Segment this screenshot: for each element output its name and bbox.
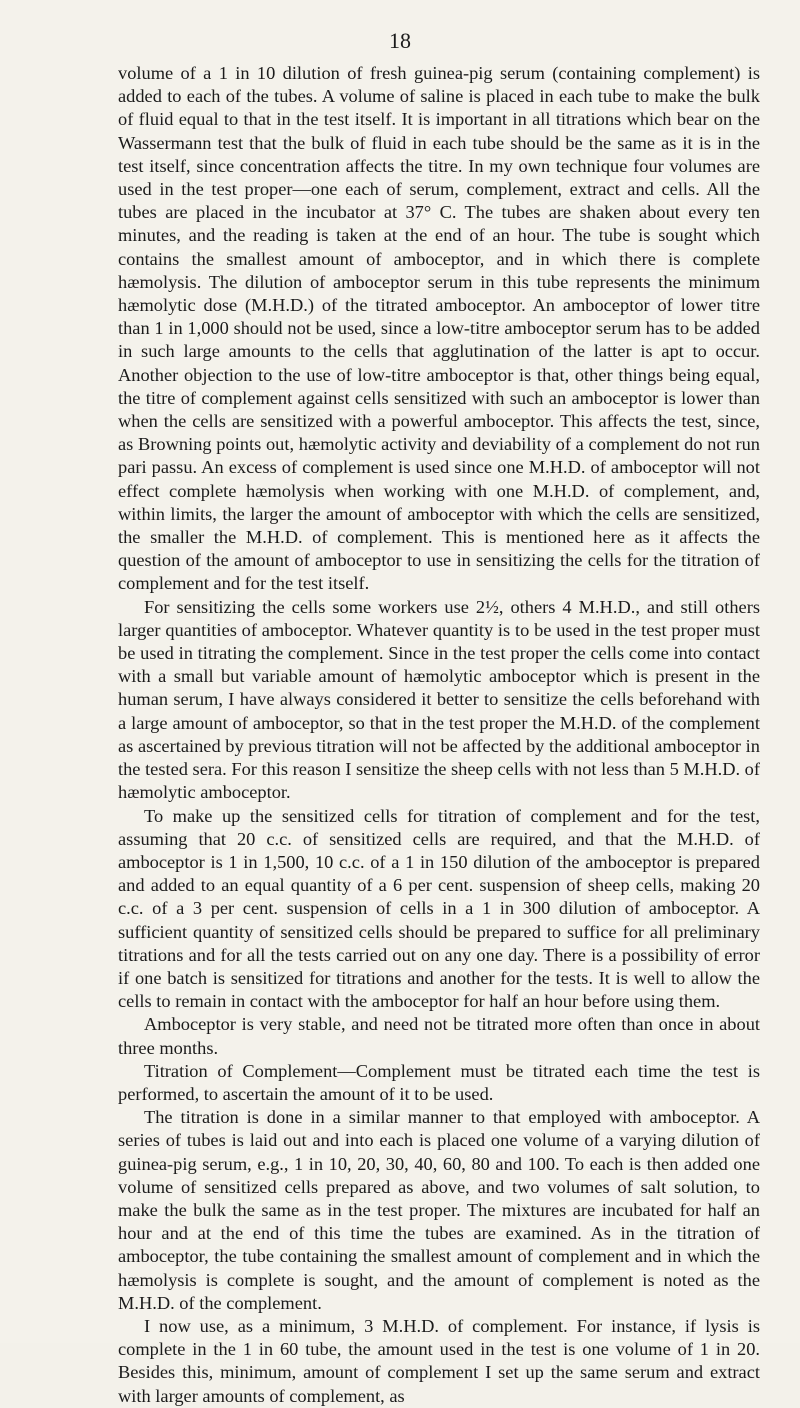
paragraph: For sensitizing the cells some workers use 2½, others 4 M.H.D., and still others larger quantities of amboceptor. Whatever quantity is to be used in the test proper must be used in titrating the complement. Since in the test proper the cells come into contact with a small but variable amount of hæmolytic amboceptor which is present in the human serum, I have always considered it better to sensitize the cells beforehand with a large amount of amboceptor, so that in the test proper the M.H.D. of the complement as ascertained by previous titration will not be affected by the additional amboceptor in the tested sera. For this reason I sensitize the sheep cells with not less than 5 M.H.D. of hæmolytic amboceptor. bbox=[118, 596, 761, 803]
page-number: 18 bbox=[389, 28, 411, 53]
paragraph: The titration is done in a similar manner to that employed with amboceptor. A series of tubes is laid out and into each is placed one volume of a varying dilution of guinea-pig serum, e.g., 1 in 10, 20, 30, 40, 60, 80 and 100. To each is then added one volume of sensitized cells prepared as above, and two volumes of salt solution, to make the bulk the same as in the test proper. The mixtures are incubated for half an hour and at the end of this time the tubes are examined. As in the titration of amboceptor, the tube containing the smallest amount of complement and in which the hæmolysis is complete is sought, and the amount of complement is noted as the M.H.D. of the complement. bbox=[118, 1107, 760, 1313]
paragraph: To make up the sensitized cells for titration of complement and for the test, assuming that 20 c.c. of sensitized cells are required, and that the M.H.D. of amboceptor is 1 in 1,500, 10 c.c. of a 1 in 150 dilution of the amboceptor is prepared and added to an equal quantity of a 6 per cent. suspension of sheep cells, making 20 c.c. of a 3 per cent. suspension of cells in a 1 in 300 dilution of amboceptor. A sufficient quantity of sensitized cells should be prepared to suffice for all preliminary titrations and for all the tests carried out on any one day. There is a possibility of error if one batch is sensitized for titrations and another for the tests. It is well to allow the cells to remain in contact with the amboceptor for half an hour before using them. bbox=[118, 805, 760, 1012]
paragraph: Amboceptor is very stable, and need not be titrated more often than once in about three months. bbox=[118, 1014, 760, 1058]
paragraph: Titration of Complement—Complement must be titrated each time the test is performed, to ascertain the amount of it to be used. bbox=[118, 1060, 760, 1104]
paragraph: volume of a 1 in 10 dilution of fresh guinea-pig serum (containing complement) is added to each of the tubes. A volume of saline is placed in each tube to make the bulk of fluid equal to that in the test itself. It is important in all titrations which bear on the Wassermann test that the bulk of fluid in each tube should be the same as it is in the test itself, since concentration affects the titre. In my own technique four volumes are used in the test proper—one each of serum, complement, extract and cells. All the tubes are placed in the incubator at 37° C. The tubes are shaken about every ten minutes, and the reading is taken at the end of an hour. The tube is sought which contains the smallest amount of amboceptor, and in which there is complete hæmolysis. The dilution of amboceptor serum in this tube represents the minimum hæmolytic dose (M.H.D.) of the titrated amboceptor. An amboceptor of lower titre than 1 in 1,000 should not be used, since a low-titre amboceptor serum has to be added in such large amounts to the cells that agglutination of the latter is apt to occur. Another objection to the use of low-titre amboceptor is that, other things being equal, the titre of complement against cells sensitized with such an amboceptor is lower than when the cells are sensitized with a powerful amboceptor. This affects the test, since, as Browning points out, hæmolytic activity and deviability of a complement do not run pari passu. An excess of complement is used since one M.H.D. of amboceptor will not effect complete hæmolysis when working with one M.H.D. of complement, and, within limits, the larger the amount of amboceptor with which the cells are sensitized, the smaller the M.H.D. of complement. This is mentioned here as it affects the question of the amount of amboceptor to use in sensitizing the cells for the titration of complement and for the test itself. bbox=[118, 63, 760, 594]
body-text bbox=[118, 62, 760, 1408]
paragraph: I now use, as a minimum, 3 M.H.D. of complement. For instance, if lysis is complete in the 1 in 60 tube, the amount used in the test is one volume of 1 in 20. Besides this, minimum, amount of complement I set up the same serum and extract with larger amounts of complement, as bbox=[118, 1315, 760, 1406]
